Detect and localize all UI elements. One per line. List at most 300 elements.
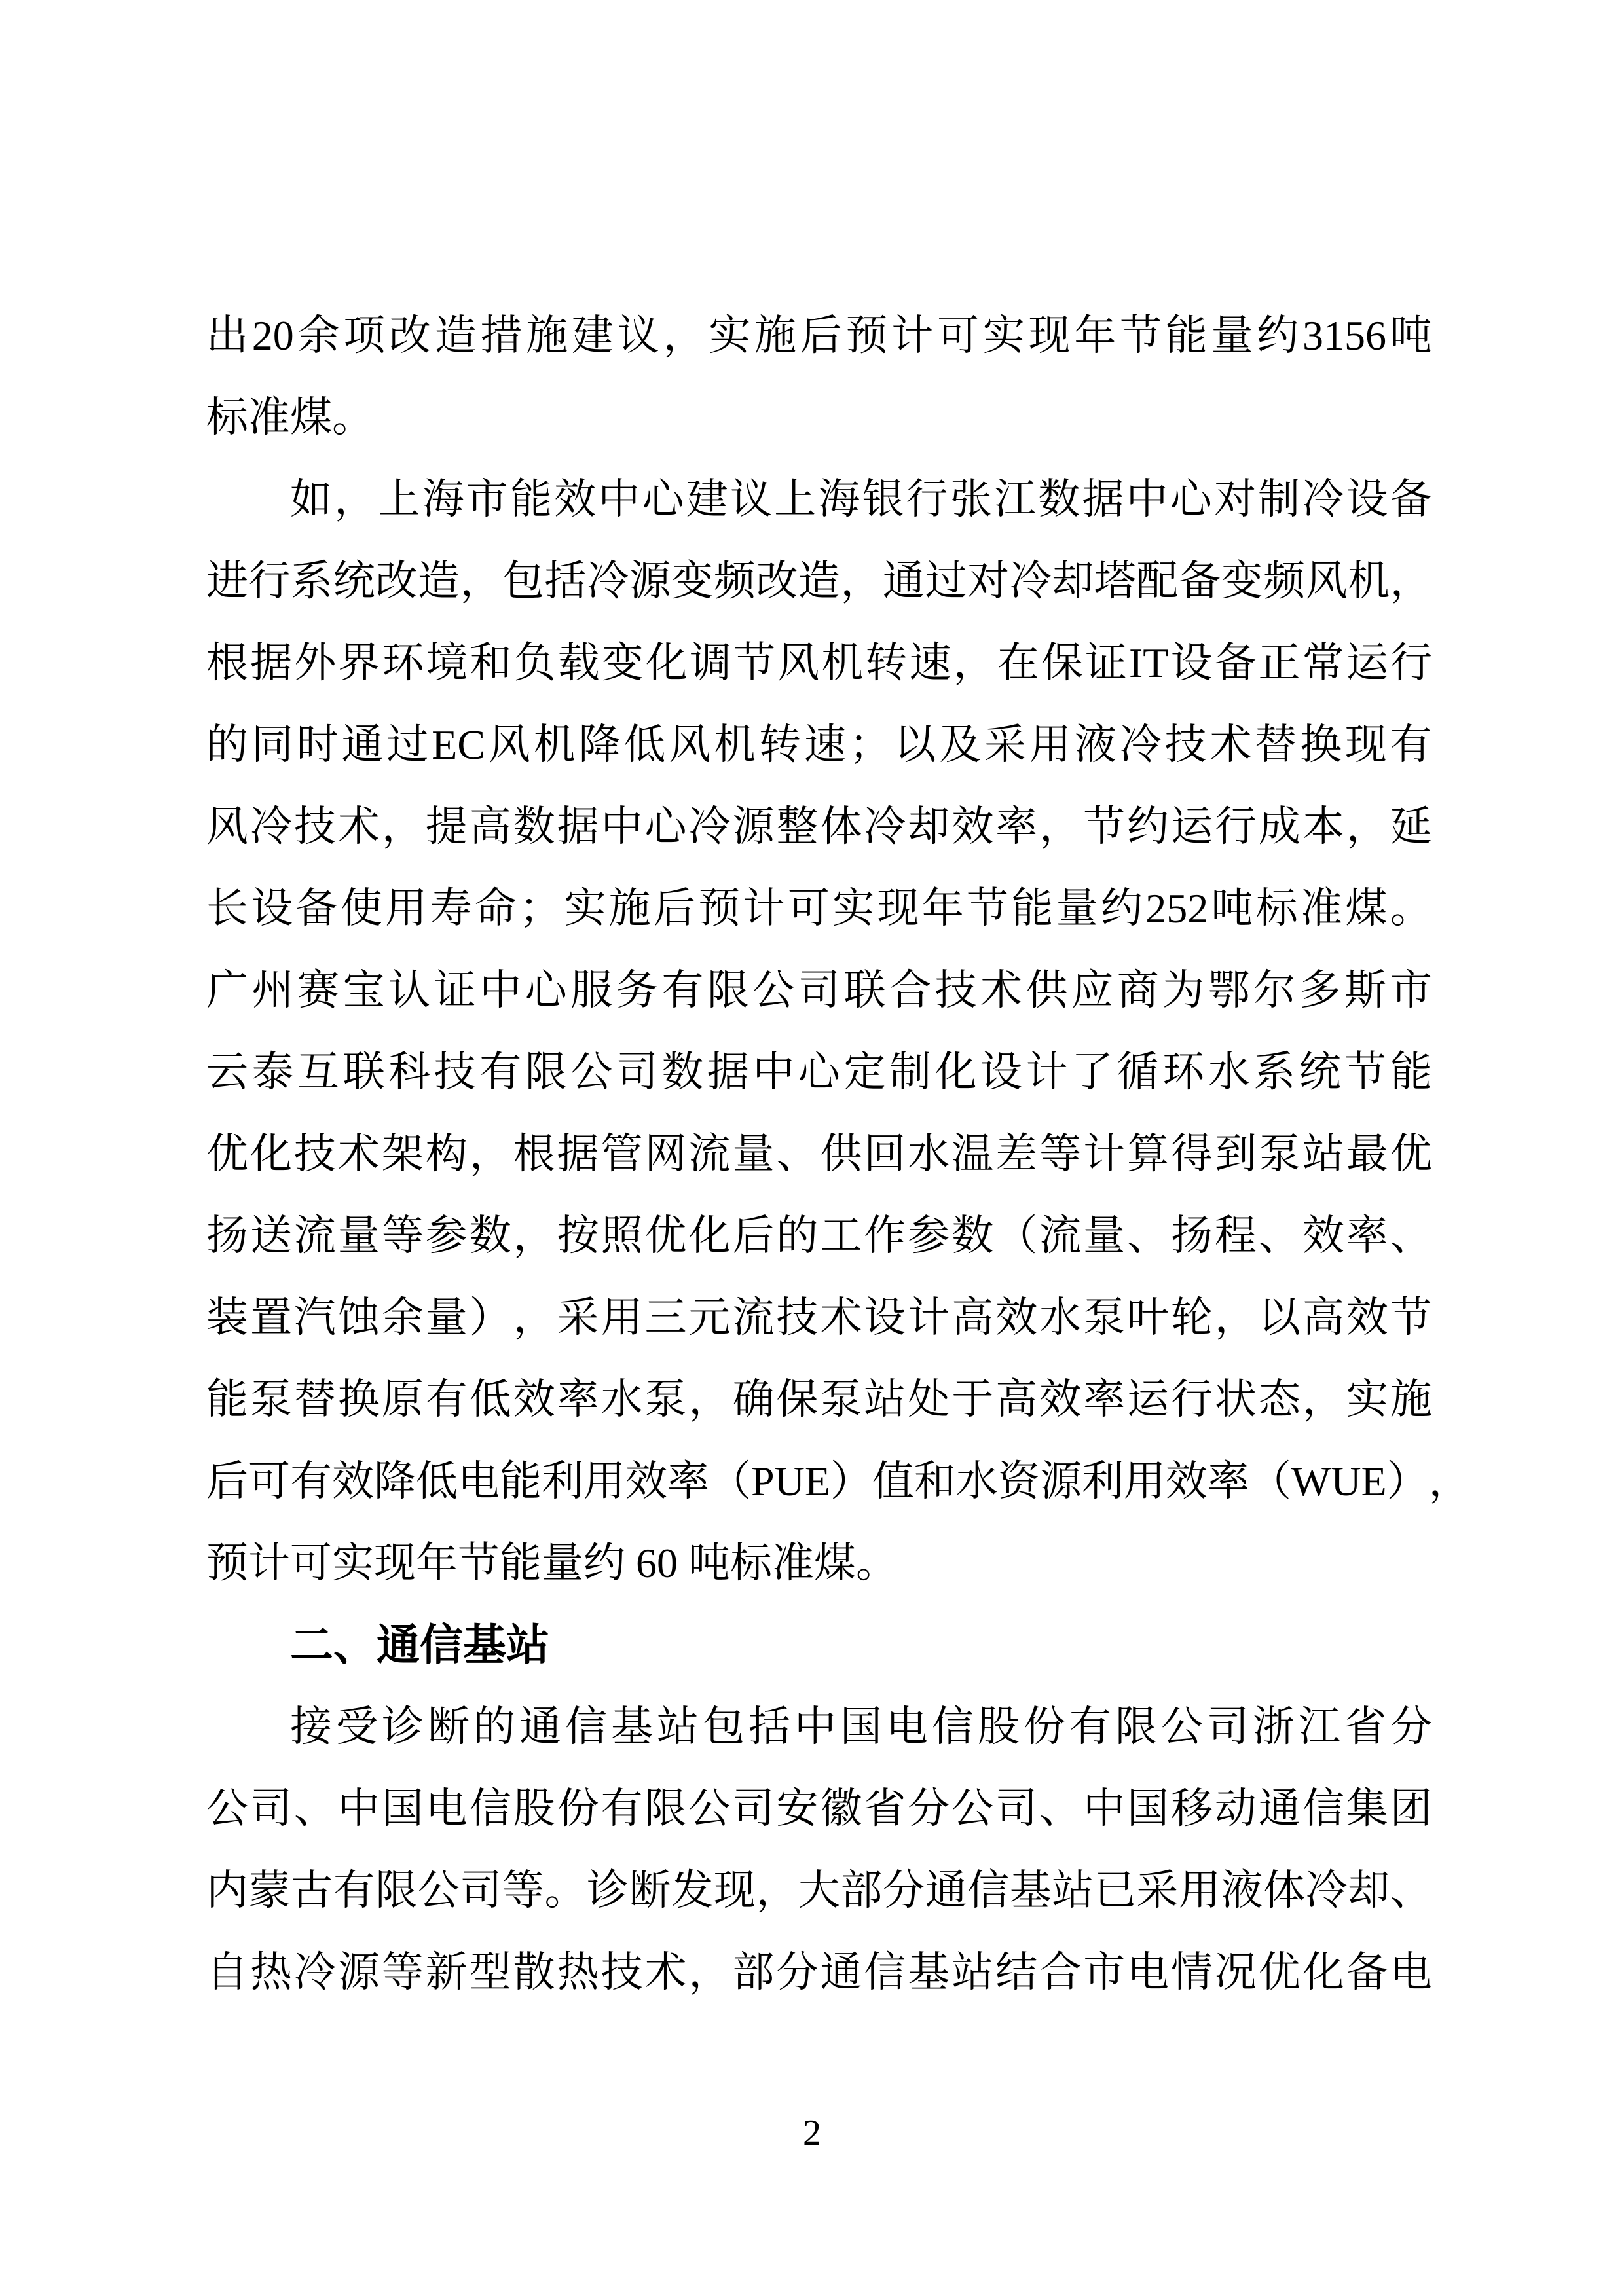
text-token: 散 bbox=[513, 1949, 555, 1995]
text-token: 建 bbox=[572, 312, 614, 359]
text-token: 实 bbox=[1346, 1376, 1388, 1423]
text-line bbox=[206, 786, 1432, 867]
text-token: EC bbox=[432, 721, 485, 768]
text-token: 采 bbox=[984, 721, 1027, 768]
text-token: 泵 bbox=[249, 1376, 292, 1423]
text-token: 技 bbox=[1164, 721, 1207, 768]
text-token: 断 bbox=[428, 1704, 470, 1750]
text-token: 节 bbox=[1120, 312, 1162, 359]
text-token: ， bbox=[469, 1131, 511, 1177]
text-token: 公 bbox=[417, 1867, 460, 1914]
text-token: 低 bbox=[416, 1458, 458, 1504]
text-token: 术 bbox=[337, 1131, 380, 1177]
text-token: 对 bbox=[967, 558, 1010, 604]
text-token: 股 bbox=[978, 1704, 1020, 1750]
text-token: 公 bbox=[570, 1049, 613, 1095]
text-token: 后 bbox=[800, 312, 842, 359]
text-token: ， bbox=[840, 558, 883, 604]
text-token: 司 bbox=[1207, 1704, 1249, 1750]
text-token: 利 bbox=[542, 1458, 583, 1504]
text-token: 成 bbox=[1258, 803, 1301, 850]
text-token: 机 bbox=[533, 721, 576, 768]
text-token: 心 bbox=[1170, 476, 1212, 522]
text-token: 计 bbox=[908, 1294, 950, 1341]
text-token: 统 bbox=[1299, 1049, 1341, 1095]
text-token: 优 bbox=[1390, 1131, 1432, 1177]
text-token: 转 bbox=[865, 640, 908, 686]
text-token: 机 bbox=[714, 721, 756, 768]
text-token: 节 bbox=[1083, 803, 1126, 850]
text-token: 寿 bbox=[430, 885, 472, 932]
text-token: 提 bbox=[425, 803, 468, 850]
text-token: 司 bbox=[616, 1049, 658, 1095]
text-token: 数 bbox=[951, 1212, 994, 1259]
text-token: 热 bbox=[249, 1949, 292, 1995]
text-token: 换 bbox=[337, 1376, 380, 1423]
text-token: 余 bbox=[297, 312, 340, 359]
text-token: 站 bbox=[864, 1376, 906, 1423]
text-token: 源 bbox=[629, 558, 671, 604]
text-token: 统 bbox=[333, 558, 375, 604]
text-token: 低 bbox=[623, 721, 666, 768]
text-token: 型 bbox=[469, 1949, 511, 1995]
text-token: ， bbox=[334, 476, 377, 522]
text-token: 分 bbox=[883, 1867, 925, 1914]
text-token: IT bbox=[1128, 640, 1169, 686]
text-token: 源 bbox=[732, 803, 775, 850]
text-token: 三 bbox=[644, 1294, 687, 1341]
text-token: ， bbox=[513, 1294, 555, 1341]
text-token: 站 bbox=[951, 1949, 994, 1995]
text-token: 高 bbox=[951, 1294, 994, 1341]
text-token: 蒙 bbox=[248, 1867, 291, 1914]
text-token: 市 bbox=[1390, 967, 1432, 1013]
text-token: 延 bbox=[1390, 803, 1432, 850]
text-token: 了 bbox=[1071, 1049, 1114, 1095]
text-token: 司 bbox=[995, 1785, 1038, 1832]
text-token: 程 bbox=[1214, 1212, 1257, 1259]
text-token: 保 bbox=[1041, 640, 1083, 686]
text-token: 效 bbox=[951, 803, 994, 850]
text-token: 后 bbox=[732, 1212, 775, 1259]
text-token: 备 bbox=[1390, 476, 1432, 522]
text-token: 化 bbox=[645, 640, 688, 686]
text-token: 换 bbox=[1300, 721, 1342, 768]
text-token: 云 bbox=[206, 1049, 248, 1095]
text-token: 移 bbox=[1170, 1785, 1213, 1832]
text-token: 架 bbox=[381, 1131, 424, 1177]
text-token: 计 bbox=[1083, 1131, 1126, 1177]
text-token: ， bbox=[381, 803, 424, 850]
text-token: 限 bbox=[644, 1785, 687, 1832]
text-token: 施 bbox=[1390, 1376, 1432, 1423]
text-token: 通 bbox=[1258, 1785, 1301, 1832]
text-token: ， bbox=[1390, 558, 1432, 604]
text-token: 效 bbox=[625, 1458, 667, 1504]
text-token: ） bbox=[1386, 1458, 1429, 1504]
text-token: 的 bbox=[473, 1704, 515, 1750]
text-token: 赛 bbox=[297, 967, 340, 1013]
text-token: 替 bbox=[1255, 721, 1297, 768]
text-token: 命 bbox=[474, 885, 517, 932]
text-token: 高 bbox=[995, 1376, 1038, 1423]
text-token: 冷 bbox=[1009, 558, 1052, 604]
text-token: 括 bbox=[748, 1704, 790, 1750]
text-token: 施 bbox=[526, 312, 568, 359]
text-token: 液 bbox=[1074, 721, 1116, 768]
text-token: 科 bbox=[388, 1049, 431, 1095]
text-token: 根 bbox=[206, 640, 248, 686]
text-line: 预计可实现年节能量约 60 吨标准煤。 bbox=[206, 1540, 898, 1586]
text-token: 节 bbox=[1344, 1049, 1387, 1095]
text-token: 基 bbox=[611, 1704, 653, 1750]
text-token: 定 bbox=[843, 1049, 886, 1095]
text-token: 环 bbox=[382, 640, 424, 686]
text-token: WUE bbox=[1291, 1458, 1387, 1504]
text-token: 术 bbox=[1209, 721, 1252, 768]
text-token: 体 bbox=[1263, 1867, 1306, 1914]
text-token: 站 bbox=[1052, 1867, 1094, 1914]
text-token: 轮 bbox=[1170, 1294, 1213, 1341]
text-token: 份 bbox=[557, 1785, 599, 1832]
text-token: 约 bbox=[1257, 312, 1299, 359]
text-token: 吨 bbox=[1211, 885, 1253, 932]
text-token: 量 bbox=[1083, 1212, 1126, 1259]
text-token: 电 bbox=[425, 1785, 468, 1832]
text-token: 采 bbox=[1136, 1867, 1179, 1914]
text-token: 技 bbox=[293, 1131, 336, 1177]
text-token: 中 bbox=[1126, 476, 1168, 522]
text-token: 进 bbox=[206, 558, 248, 604]
text-token: 数 bbox=[513, 803, 555, 850]
text-token: 源 bbox=[337, 1949, 380, 1995]
text-token: 变 bbox=[601, 640, 644, 686]
text-token: 冷 bbox=[1302, 476, 1344, 522]
text-token: 用 bbox=[600, 1294, 643, 1341]
text-token: 界 bbox=[338, 640, 380, 686]
text-token: 转 bbox=[758, 721, 801, 768]
text-token: 过 bbox=[386, 721, 429, 768]
text-token: 可 bbox=[937, 312, 979, 359]
text-token: 机 bbox=[821, 640, 864, 686]
text-token: 宝 bbox=[342, 967, 385, 1013]
text-token: 备 bbox=[1178, 558, 1221, 604]
text-token: 造 bbox=[417, 558, 460, 604]
text-token: 徽 bbox=[820, 1785, 862, 1832]
text-token: 约 bbox=[1127, 803, 1170, 850]
text-token: 管 bbox=[600, 1131, 643, 1177]
text-token: 运 bbox=[1346, 640, 1388, 686]
text-token: 用 bbox=[583, 1458, 625, 1504]
text-token: 司 bbox=[460, 1867, 502, 1914]
text-token: 量 bbox=[425, 1294, 468, 1341]
text-token: 配 bbox=[1136, 558, 1179, 604]
text-token: 降 bbox=[374, 1458, 416, 1504]
text-token: 节 bbox=[967, 885, 1009, 932]
text-token: 流 bbox=[688, 1131, 731, 1177]
text-token: 电 bbox=[886, 1704, 928, 1750]
text-token: PUE bbox=[751, 1458, 830, 1504]
text-token: 术 bbox=[820, 1294, 862, 1341]
text-token: 通 bbox=[519, 1704, 561, 1750]
text-line bbox=[206, 1195, 1432, 1277]
text-token: 水 bbox=[1208, 1049, 1250, 1095]
text-token: 技 bbox=[600, 1949, 643, 1995]
text-token: 泵 bbox=[1083, 1294, 1126, 1341]
text-token: 泰 bbox=[251, 1049, 294, 1095]
text-line bbox=[206, 1277, 1432, 1358]
text-token: 效 bbox=[332, 1458, 374, 1504]
text-token: 频 bbox=[1263, 558, 1306, 604]
text-token: 国 bbox=[1127, 1785, 1170, 1832]
text-token: 供 bbox=[1025, 967, 1068, 1013]
text-token: 水 bbox=[1039, 1294, 1082, 1341]
text-token: 据 bbox=[250, 640, 293, 686]
text-token: 风 bbox=[488, 721, 530, 768]
text-token: 据 bbox=[1082, 476, 1124, 522]
text-token: 可 bbox=[248, 1458, 290, 1504]
text-token: 、 bbox=[1127, 1212, 1170, 1259]
text-token: 量 bbox=[1056, 885, 1098, 932]
text-token: 约 bbox=[1100, 885, 1143, 932]
text-token: 等 bbox=[1039, 1131, 1082, 1177]
text-token: 部 bbox=[732, 1949, 775, 1995]
text-token: 务 bbox=[616, 967, 658, 1013]
text-token: 司 bbox=[798, 967, 840, 1013]
text-token: 循 bbox=[1116, 1049, 1159, 1095]
text-token: 回 bbox=[864, 1131, 906, 1177]
text-token: 中 bbox=[337, 1785, 380, 1832]
text-token: 数 bbox=[469, 1212, 511, 1259]
text-token: 采 bbox=[557, 1294, 599, 1341]
text-token: 议 bbox=[617, 312, 659, 359]
text-token: 水 bbox=[600, 1376, 643, 1423]
text-token: 节 bbox=[733, 640, 776, 686]
text-token: 数 bbox=[661, 1049, 704, 1095]
text-token: 的 bbox=[776, 1212, 819, 1259]
text-token: 有 bbox=[479, 1049, 522, 1095]
text-token: 古 bbox=[291, 1867, 333, 1914]
text-token: 泵 bbox=[1258, 1131, 1301, 1177]
text-line bbox=[206, 1113, 1432, 1195]
text-token: 塔 bbox=[1094, 558, 1136, 604]
text-token: 资 bbox=[997, 1458, 1040, 1504]
text-token: 参 bbox=[425, 1212, 468, 1259]
text-token: 术 bbox=[644, 1949, 687, 1995]
text-token: 包 bbox=[703, 1704, 745, 1750]
text-token: 据 bbox=[707, 1049, 749, 1095]
text-token: 年 bbox=[921, 885, 964, 932]
text-token: 网 bbox=[644, 1131, 687, 1177]
text-token: ， bbox=[460, 558, 502, 604]
text-token: 置 bbox=[249, 1294, 292, 1341]
text-token: 3156 bbox=[1302, 312, 1386, 359]
text-token: 省 bbox=[1344, 1704, 1386, 1750]
text-token: 速 bbox=[909, 640, 951, 686]
text-token: 改 bbox=[756, 558, 798, 604]
text-token: 鄂 bbox=[1208, 967, 1250, 1013]
text-token: 限 bbox=[525, 1049, 567, 1095]
text-token: 年 bbox=[1074, 312, 1116, 359]
text-token: 整 bbox=[776, 803, 819, 850]
text-token: 效 bbox=[995, 1294, 1038, 1341]
text-token: 实 bbox=[709, 312, 751, 359]
text-token: 在 bbox=[997, 640, 1039, 686]
text-token: 中 bbox=[1083, 1785, 1126, 1832]
text-token: 低 bbox=[469, 1376, 511, 1423]
text-token: 率 bbox=[1346, 1212, 1388, 1259]
text-token: 电 bbox=[458, 1458, 500, 1504]
text-token: ， bbox=[688, 1949, 731, 1995]
text-token: 实 bbox=[982, 312, 1025, 359]
text-token: 浙 bbox=[1253, 1704, 1295, 1750]
page-number: 2 bbox=[803, 2113, 821, 2153]
text-token: 限 bbox=[1115, 1704, 1157, 1750]
text-token: 动 bbox=[1214, 1785, 1257, 1832]
text-token: 议 bbox=[729, 476, 772, 522]
text-token: 却 bbox=[1052, 558, 1094, 604]
text-token: 节 bbox=[1390, 1294, 1432, 1341]
text-token: 备 bbox=[295, 885, 338, 932]
text-token: 标 bbox=[1255, 885, 1298, 932]
text-token: 效 bbox=[554, 476, 597, 522]
text-token: 互 bbox=[297, 1049, 340, 1095]
text-token: 、 bbox=[293, 1785, 336, 1832]
text-token: 现 bbox=[1028, 312, 1071, 359]
text-token: 据 bbox=[557, 1131, 599, 1177]
text-token: 电 bbox=[1390, 1949, 1432, 1995]
text-token: 等 bbox=[381, 1949, 424, 1995]
text-token: 效 bbox=[1165, 1458, 1208, 1504]
text-token: 设 bbox=[980, 1049, 1023, 1095]
text-token: 同 bbox=[251, 721, 293, 768]
text-token: 集 bbox=[1346, 1785, 1388, 1832]
text-token: 国 bbox=[840, 1704, 882, 1750]
text-token: 中 bbox=[598, 476, 640, 522]
text-token: 大 bbox=[798, 1867, 840, 1914]
text-token: 技 bbox=[293, 803, 336, 850]
text-token: 内 bbox=[206, 1867, 248, 1914]
text-token: 流 bbox=[732, 1294, 775, 1341]
text-token: 上 bbox=[774, 476, 817, 522]
text-token: ， bbox=[513, 1212, 555, 1259]
text-token: 建 bbox=[686, 476, 728, 522]
text-token: 信 bbox=[469, 1785, 511, 1832]
text-token: ； bbox=[849, 721, 891, 768]
text-token: 现 bbox=[713, 1867, 756, 1914]
text-token: 斯 bbox=[1344, 967, 1387, 1013]
text-token: 保 bbox=[776, 1376, 819, 1423]
text-token: 能 bbox=[1011, 885, 1054, 932]
text-token: 有 bbox=[290, 1458, 332, 1504]
text-token: 冷 bbox=[1119, 721, 1162, 768]
text-token: 信 bbox=[565, 1704, 607, 1750]
text-token: 。 bbox=[1390, 885, 1432, 932]
text-token: 已 bbox=[1094, 1867, 1136, 1914]
text-token: 出 bbox=[206, 312, 248, 359]
text-token: 设 bbox=[1346, 476, 1388, 522]
text-token: 运 bbox=[1127, 1376, 1170, 1423]
text-token: 状 bbox=[1214, 1376, 1257, 1423]
text-token: 效 bbox=[513, 1376, 555, 1423]
text-token: 合 bbox=[1039, 1949, 1082, 1995]
text-token: 公 bbox=[688, 1785, 731, 1832]
text-token: 泵 bbox=[644, 1376, 687, 1423]
text-token: 用 bbox=[1029, 721, 1071, 768]
text-token: 信 bbox=[932, 1704, 974, 1750]
text-token: 安 bbox=[776, 1785, 819, 1832]
text-token: 照 bbox=[600, 1212, 643, 1259]
text-token: 于 bbox=[951, 1376, 994, 1423]
text-token: 有 bbox=[600, 1785, 643, 1832]
text-token: 量 bbox=[337, 1212, 380, 1259]
text-token: 送 bbox=[249, 1212, 292, 1259]
text-token: 风 bbox=[206, 803, 248, 850]
text-line bbox=[206, 1850, 1432, 1931]
text-token: 应 bbox=[1071, 967, 1114, 1013]
text-token: 能 bbox=[500, 1458, 542, 1504]
text-token: 有 bbox=[1390, 721, 1432, 768]
text-token: 吨 bbox=[1390, 312, 1432, 359]
text-token: 最 bbox=[1346, 1131, 1388, 1177]
text-token: 数 bbox=[1038, 476, 1080, 522]
text-token: ； bbox=[519, 885, 562, 932]
text-token: 优 bbox=[206, 1131, 248, 1177]
text-token: 常 bbox=[1302, 640, 1344, 686]
text-token: 行 bbox=[906, 476, 948, 522]
text-token: 可 bbox=[787, 885, 830, 932]
text-token: 设 bbox=[864, 1294, 906, 1341]
text-token: 系 bbox=[1253, 1049, 1296, 1095]
text-token: 根 bbox=[513, 1131, 555, 1177]
text-token: 优 bbox=[644, 1212, 687, 1259]
text-token: 20 bbox=[251, 312, 294, 359]
text-token: 热 bbox=[557, 1949, 599, 1995]
text-token: 能 bbox=[509, 476, 552, 522]
text-token: ， bbox=[663, 312, 705, 359]
text-token: 叶 bbox=[1127, 1294, 1170, 1341]
text-token: 泵 bbox=[820, 1376, 862, 1423]
text-token: 元 bbox=[688, 1294, 731, 1341]
text-token: 设 bbox=[1170, 640, 1213, 686]
text-token: 公 bbox=[951, 1785, 994, 1832]
text-token: 等 bbox=[381, 1212, 424, 1259]
text-token: 处 bbox=[908, 1376, 950, 1423]
text-token: 制 bbox=[889, 1049, 931, 1095]
text-token: 却 bbox=[1348, 1867, 1390, 1914]
text-token: 施 bbox=[754, 312, 796, 359]
text-token: 心 bbox=[525, 967, 567, 1013]
text-token: 份 bbox=[1024, 1704, 1065, 1750]
text-token: 能 bbox=[1390, 1049, 1432, 1095]
text-token: 股 bbox=[513, 1785, 555, 1832]
text-token: 率 bbox=[1207, 1458, 1249, 1504]
text-token: 境 bbox=[426, 640, 468, 686]
text-token: 张 bbox=[950, 476, 992, 522]
text-token: 外 bbox=[294, 640, 337, 686]
text-token: （ bbox=[995, 1212, 1038, 1259]
text-token: 率 bbox=[1083, 1376, 1126, 1423]
text-token: 项 bbox=[343, 312, 386, 359]
text-token: 省 bbox=[864, 1785, 906, 1832]
text-token: 率 bbox=[557, 1376, 599, 1423]
text-line bbox=[206, 1686, 1432, 1768]
text-line bbox=[206, 622, 1432, 704]
text-token: 备 bbox=[1346, 1949, 1388, 1995]
document-body bbox=[206, 295, 1471, 2013]
text-token: 替 bbox=[293, 1376, 336, 1423]
text-token: ， bbox=[1428, 1458, 1471, 1504]
